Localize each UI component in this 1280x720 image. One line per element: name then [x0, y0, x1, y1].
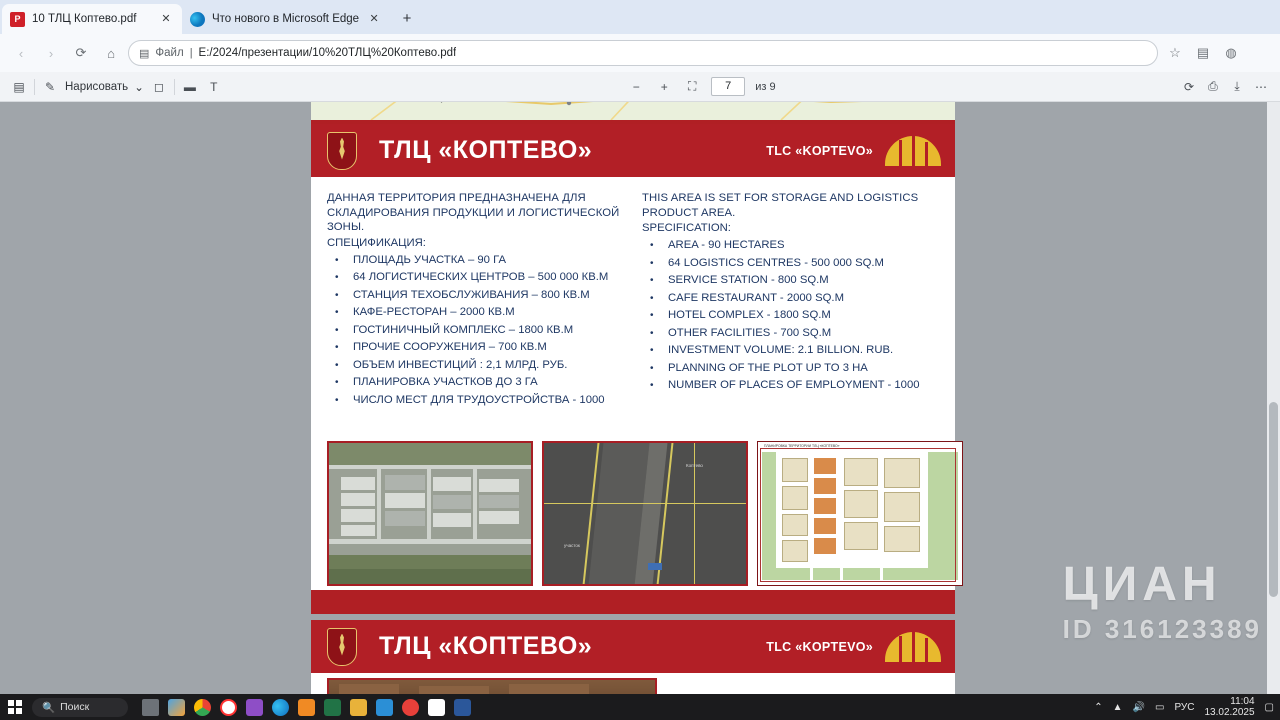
list-item: • CAFE RESTAURANT - 2000 SQ.M	[642, 290, 939, 308]
page-count-label: из 9	[755, 80, 776, 93]
intro-text-ru: ДАННАЯ ТЕРРИТОРИЯ ПРЕДНАЗНАЧЕНА ДЛЯ СКЛАДИРОВАНИЯ ПРОДУКЦИИ И ЛОГИСТИЧЕСКОЙ ЗОНЫ.	[327, 192, 620, 233]
pdf-icon	[10, 12, 25, 27]
notification-icon[interactable]: ▢	[1264, 701, 1274, 713]
panel-icon[interactable]: ▤	[13, 79, 25, 94]
more-icon[interactable]: ⋯	[1254, 79, 1267, 94]
list-item: • ЧИСЛО МЕСТ ДЛЯ ТРУДОУСТРОЙСТВА - 1000	[327, 392, 624, 410]
list-item: • NUMBER OF PLACES OF EMPLOYMENT - 1000	[642, 377, 939, 395]
list-item: • ГОСТИНИЧНЫЙ КОМПЛЕКС – 1800 КВ.М	[327, 322, 624, 340]
pdf-page-controls	[627, 77, 775, 96]
tlc-logo-icon	[885, 628, 941, 666]
column-russian	[327, 191, 624, 409]
divider	[34, 79, 35, 95]
yandex-icon[interactable]	[220, 699, 237, 716]
task-view-icon[interactable]	[142, 699, 159, 716]
page-number-input[interactable]: 7	[711, 77, 745, 96]
map-roads	[311, 102, 955, 120]
spec-list-en	[642, 237, 939, 395]
highlight-icon[interactable]: ▬	[183, 79, 196, 94]
network-icon[interactable]: ▲	[1112, 701, 1123, 713]
coat-of-arms-icon	[327, 628, 357, 666]
list-item: • AREA - 90 HECTARES	[642, 237, 939, 255]
folder-icon[interactable]	[350, 699, 367, 716]
column-english	[642, 191, 939, 409]
print-icon[interactable]: ⎙	[1208, 79, 1218, 93]
pdf-page-7	[311, 124, 955, 598]
zoom-out-icon[interactable]: −	[632, 79, 640, 94]
taskbar-apps	[142, 699, 471, 716]
windows-start-icon[interactable]	[6, 698, 24, 716]
list-item: • OTHER FACILITIES - 700 SQ.M	[642, 325, 939, 343]
slide-images	[327, 441, 963, 586]
next-slide-photo	[327, 678, 657, 694]
toolbar-actions	[1162, 40, 1272, 66]
list-item: • HOTEL COMPLEX - 1800 SQ.M	[642, 307, 939, 325]
system-tray	[1094, 696, 1274, 718]
list-item: • INVESTMENT VOLUME: 2.1 BILLION. RUB.	[642, 342, 939, 360]
intro-text-en: THIS AREA IS SET FOR STORAGE AND LOGISTICS PRODUCT AREA.	[642, 192, 919, 219]
address-bar[interactable]	[128, 40, 1158, 66]
forward-icon[interactable]: ›	[48, 45, 54, 61]
divider	[174, 79, 175, 95]
list-item: • ПЛОЩАДЬ УЧАСТКА – 90 ГА	[327, 252, 624, 270]
spec-heading-ru: СПЕЦИФИКАЦИЯ:	[327, 236, 426, 249]
taskbar-search[interactable]	[32, 698, 128, 717]
favorite-icon[interactable]: ☆	[1169, 45, 1181, 60]
collections-icon[interactable]: ▤	[1196, 45, 1210, 60]
refresh-icon[interactable]: ⟳	[75, 45, 87, 60]
aerial-warehouse-photo	[327, 441, 533, 586]
chrome-icon[interactable]	[194, 699, 211, 716]
watermark	[1063, 557, 1262, 645]
scrollbar-thumb[interactable]	[1269, 402, 1278, 597]
tlc-logo-icon	[885, 132, 941, 170]
language-indicator[interactable]: РУС	[1174, 701, 1195, 713]
taskbar	[0, 694, 1280, 720]
close-icon[interactable]: ✕	[161, 13, 171, 25]
chevron-down-icon[interactable]: ⌄	[134, 81, 144, 94]
list-item: • 64 LOGISTICS CENTRES - 500 000 SQ.M	[642, 255, 939, 273]
watermark-id: ID 316123389	[1062, 614, 1262, 644]
vertical-scrollbar[interactable]	[1267, 102, 1280, 694]
pdf-page-8	[311, 620, 955, 694]
slide-header	[311, 620, 955, 673]
fit-page-icon[interactable]: ⛶	[688, 79, 697, 93]
omnibox-scheme-label: Файл	[155, 47, 184, 59]
list-item: • ОБЪЕМ ИНВЕСТИЦИЙ : 2,1 МЛРД. РУБ.	[327, 357, 624, 375]
tab-pdf[interactable]	[2, 4, 182, 34]
more-icon[interactable]	[1246, 40, 1272, 66]
map-label	[437, 102, 458, 103]
slide-header	[311, 124, 955, 177]
vlc-icon[interactable]	[298, 699, 315, 716]
photos-icon[interactable]	[376, 699, 393, 716]
previous-slide-map	[311, 102, 955, 120]
brush-icon[interactable]	[246, 699, 263, 716]
watermark-brand: ЦИАН	[1062, 558, 1222, 611]
save-icon[interactable]: ⤓	[1234, 79, 1240, 93]
list-item: • СТАНЦИЯ ТЕХОБСЛУЖИВАНИЯ – 800 КВ.М	[327, 287, 624, 305]
pdf-viewport[interactable]	[0, 102, 1280, 694]
slide-title-en: TLC «KOPTEVO»	[766, 639, 873, 654]
home-icon[interactable]: ⌂	[107, 45, 115, 61]
rotate-icon[interactable]: ⟳	[1183, 79, 1195, 94]
new-tab-button[interactable]: +	[402, 10, 412, 27]
profile-icon[interactable]: ◍	[1225, 45, 1237, 60]
spec-heading-en: SPECIFICATION:	[642, 222, 731, 234]
slide-title-ru: ТЛЦ «КОПТЕВО»	[379, 632, 593, 660]
separator-icon: |	[189, 47, 193, 59]
opera-icon[interactable]	[402, 699, 419, 716]
excel-icon[interactable]	[324, 699, 341, 716]
clock[interactable]	[1204, 696, 1254, 718]
edge-icon	[190, 12, 205, 27]
browser-toolbar	[0, 34, 1280, 72]
yandex-disk-icon[interactable]	[428, 699, 445, 716]
edge-icon[interactable]	[272, 699, 289, 716]
text-icon[interactable]: T	[210, 79, 218, 94]
search-placeholder: Поиск	[60, 701, 90, 713]
omnibox-url: E:/2024/презентации/10%20ТЛЦ%20Коптево.pdf	[198, 47, 457, 59]
spec-list-ru	[327, 252, 624, 410]
pen-icon[interactable]: ✎	[44, 79, 56, 94]
clock-date: 13.02.2025	[1204, 707, 1255, 718]
slide-title-ru: ТЛЦ «КОПТЕВО»	[379, 136, 593, 164]
list-item: • 64 ЛОГИСТИЧЕСКИХ ЦЕНТРОВ – 500 000 КВ.М	[327, 269, 624, 287]
search-icon: 🔍	[42, 701, 56, 714]
list-item: • КАФЕ-РЕСТОРАН – 2000 КВ.М	[327, 304, 624, 322]
masterplan-drawing: ПЛАНИРОВКА ТЕРРИТОРИИ ТЛЦ «КОПТЕВО»	[757, 441, 963, 586]
pdf-toolbar	[0, 72, 1280, 102]
slide-title-en: TLC «KOPTEVO»	[766, 143, 873, 158]
list-item: • SERVICE STATION - 800 SQ.M	[642, 272, 939, 290]
draw-label[interactable]: Нарисовать	[65, 80, 129, 93]
close-icon[interactable]: ✕	[369, 13, 379, 25]
slide-columns	[327, 191, 939, 409]
list-item: • PLANNING OF THE PLOT UP TO 3 HA	[642, 360, 939, 378]
satellite-plot-photo: Коптево участок	[542, 441, 748, 586]
back-icon[interactable]: ‹	[18, 45, 24, 61]
volume-icon[interactable]: 🔊	[1132, 701, 1145, 713]
slide-body	[311, 177, 955, 598]
map-road-lines	[311, 102, 955, 120]
slide-footer-bar	[311, 590, 955, 614]
tab-title: 10 ТЛЦ Коптево.pdf	[32, 13, 137, 25]
word-icon[interactable]	[454, 699, 471, 716]
document-icon: ▤	[139, 47, 150, 60]
list-item: • ПЛАНИРОВКА УЧАСТКОВ ДО 3 ГА	[327, 374, 624, 392]
battery-icon[interactable]: ▭	[1155, 701, 1165, 713]
chevron-up-icon[interactable]: ⌃	[1094, 701, 1103, 713]
tab-title: Что нового в Microsoft Edge	[212, 13, 360, 25]
widgets-icon[interactable]	[168, 699, 185, 716]
tab-edge-whatsnew[interactable]	[182, 4, 390, 34]
eraser-icon[interactable]: ◻	[153, 79, 164, 94]
tab-strip	[0, 0, 1280, 34]
clock-time: 11:04	[1230, 696, 1255, 707]
zoom-in-icon[interactable]: +	[660, 79, 668, 94]
list-item: • ПРОЧИЕ СООРУЖЕНИЯ – 700 КВ.М	[327, 339, 624, 357]
coat-of-arms-icon	[327, 132, 357, 170]
